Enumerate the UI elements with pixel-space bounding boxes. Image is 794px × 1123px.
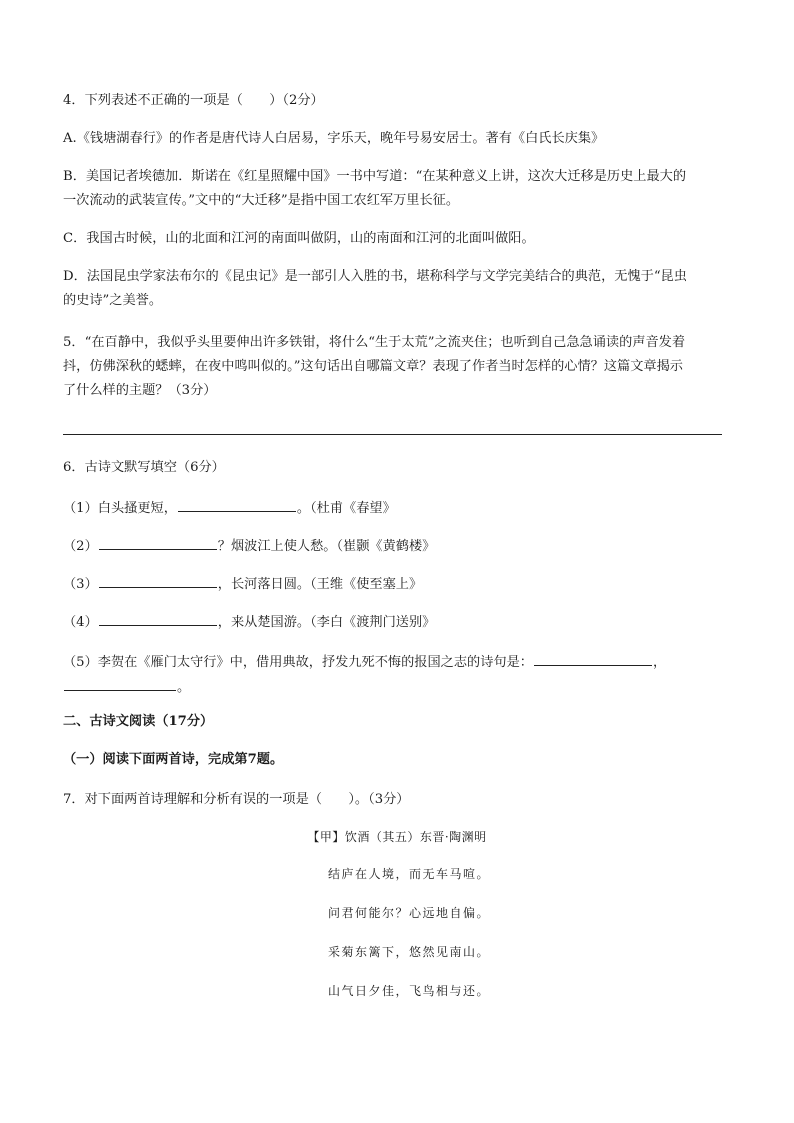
q6-item-5-before: （5）李贺在《雁门太守行》中，借用典故，抒发九死不悔的报国之志的诗句是： xyxy=(63,655,533,670)
q6-item-5-blank-b[interactable] xyxy=(64,676,176,691)
q6-item-3-after: ，长河落日圆。（王维《使至塞上》 xyxy=(217,577,423,592)
q6-item-3 xyxy=(63,573,422,594)
q6-item-4-blank[interactable] xyxy=(99,611,217,626)
q6-item-4-before: （4） xyxy=(63,615,98,630)
poem-title: 【甲】饮酒（其五）东晋·陶渊明 xyxy=(307,830,487,844)
q5-answer-line[interactable] xyxy=(63,434,722,435)
q6-item-5-blank-a[interactable] xyxy=(534,651,652,666)
q6-item-2-before: （2） xyxy=(63,539,98,554)
poem-line-1: 结庐在人境，而无车马喧。 xyxy=(328,867,491,881)
q6-item-4-after: ，来从楚国游。（李白《渡荆门送别》 xyxy=(217,615,436,630)
q5-line2: 抖，仿佛深秋的蟋蟀，在夜中鸣叫似的。”这句话出自哪篇文章？表现了作者当时怎样的心情？这篇文章揭示 xyxy=(63,359,683,374)
poem-line-2: 问君何能尔？心远地自偏。 xyxy=(328,906,491,920)
section-2-title: 二、古诗文阅读（17分） xyxy=(63,714,214,729)
q4-option-c: C．我国古时候，山的北面和江河的南面叫做阴，山的南面和江河的北面叫做阳。 xyxy=(63,231,535,246)
q6-item-2-after: ？烟波江上使人愁。（崔颢《黄鹤楼》 xyxy=(217,539,436,554)
q6-item-5-middle: ， xyxy=(652,655,667,670)
q6-item-2 xyxy=(63,535,435,556)
q6-item-1-after: 。（杜甫《春望》 xyxy=(296,501,396,516)
q4-option-d-line1: D．法国昆虫学家法布尔的《昆虫记》是一部引人入胜的书，堪称科学与文学完美结合的典范，无愧于“昆虫 xyxy=(63,269,687,284)
q6-item-1-blank[interactable] xyxy=(178,497,296,512)
q4-option-b-line1: B．美国记者埃德加．斯诺在《红星照耀中国》一书中写道：“在某种意义上讲，这次大迁移是历史上最大的 xyxy=(63,169,687,184)
q6-item-4 xyxy=(63,611,435,632)
q6-item-3-blank[interactable] xyxy=(99,573,217,588)
q4-option-b-line2: 一次流动的武装宣传。”文中的“大迁移”是指中国工农红军万里长征。 xyxy=(63,193,460,208)
q4-stem: 4．下列表述不正确的一项是（ ）（2分） xyxy=(63,93,324,108)
q6-stem: 6．古诗文默写填空（6分） xyxy=(63,460,225,475)
q6-item-5 xyxy=(63,651,666,672)
section-2-subtitle: （一）阅读下面两首诗，完成第7题。 xyxy=(63,752,284,767)
poem-line-3: 采菊东篱下，悠然见南山。 xyxy=(328,945,491,959)
q5-line1: 5．“在百静中，我似乎头里要伸出许多铁钳，将什么“生于太荒”之流夹住；也听到自己急急诵读的声音发着 xyxy=(63,335,686,350)
q6-item-2-blank[interactable] xyxy=(99,535,217,550)
q4-option-a: A.《钱塘湖春行》的作者是唐代诗人白居易，字乐天，晚年号易安居士。著有《白氏长庆集》 xyxy=(63,131,605,146)
q6-item-5-after: 。 xyxy=(177,680,191,695)
q5-line3: 了什么样的主题？（3分） xyxy=(63,383,217,398)
q6-item-1 xyxy=(63,497,396,518)
q4-option-d-line2: 的史诗”之美誉。 xyxy=(63,293,163,308)
q6-item-3-before: （3） xyxy=(63,577,98,592)
q6-item-1-before: （1）白头搔更短， xyxy=(63,501,177,516)
poem-line-4: 山气日夕佳，飞鸟相与还。 xyxy=(328,984,491,998)
q6-item-5-cont xyxy=(63,676,190,697)
q7-stem: 7．对下面两首诗理解和分析有误的一项是（ ）。（3分） xyxy=(63,792,410,807)
